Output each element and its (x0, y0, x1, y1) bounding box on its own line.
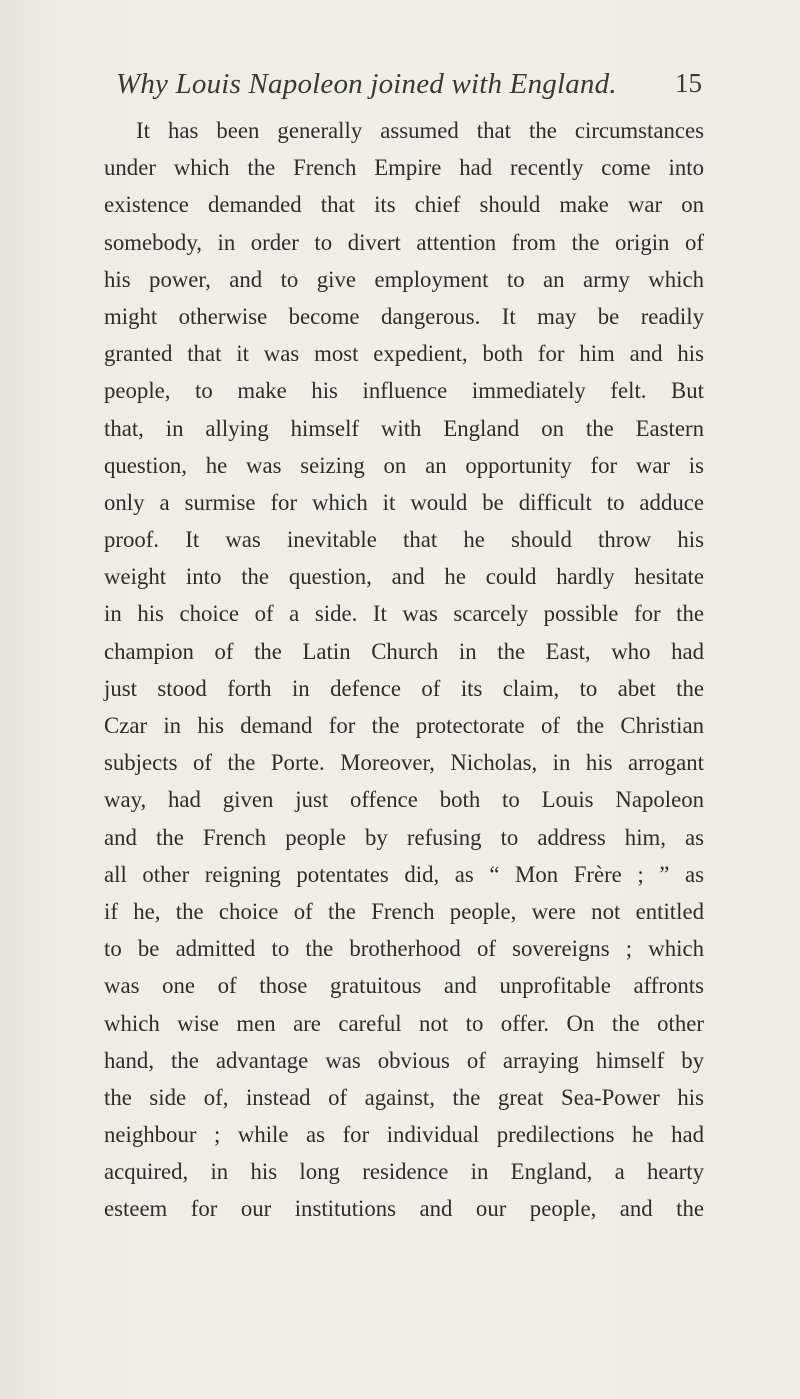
text-line: if he, the choice of the French people, were not entitled (104, 898, 704, 924)
text-line: way, had given just offence both to Louis Napoleon (104, 787, 704, 813)
text-line: granted that it was most expedient, both for him and his (104, 341, 704, 367)
text-line: proof. It was inevitable that he should throw his (104, 527, 704, 553)
text-line: just stood forth in defence of its claim, to abet the (104, 675, 704, 701)
text-line: people, to make his influence immediately felt. But (104, 378, 704, 404)
text-line: Czar in his demand for the protectorate of the Christian (104, 713, 704, 738)
text-line: acquired, in his long residence in England, a hearty (104, 1159, 704, 1185)
text-line: It has been generally assumed that the circumstances (136, 118, 704, 143)
text-line: which wise men are careful not to offer. On the other (104, 1010, 704, 1036)
text-line: neighbour ; while as for individual predilections he had (104, 1122, 704, 1148)
text-line: question, he was seizing on an opportunity for war is (104, 452, 704, 478)
text-line: might otherwise become dangerous. It may be readily (104, 303, 704, 329)
running-head (104, 68, 702, 108)
text-line: only a surmise for which it would be difficult to adduce (104, 489, 704, 515)
text-line: champion of the Latin Church in the East, who had (104, 638, 704, 664)
text-line: to be admitted to the brotherhood of sovereigns ; which (104, 936, 704, 962)
text-line: that, in allying himself with England on the Eastern (104, 415, 704, 441)
text-line: esteem for our institutions and our people, and the (104, 1196, 704, 1222)
text-line: his power, and to give employment to an army which (104, 266, 704, 292)
text-line: and the French people by refusing to address him, as (104, 824, 704, 850)
text-line: existence demanded that its chief should make war on (104, 192, 704, 218)
text-line: weight into the question, and he could hardly hesitate (104, 564, 704, 590)
text-line: was one of those gratuitous and unprofitable affronts (104, 973, 704, 999)
text-line: under which the French Empire had recently come into (104, 155, 704, 181)
text-line: somebody, in order to divert attention from the origin of (104, 229, 704, 255)
running-title: Why Louis Napoleon joined with England. (116, 68, 617, 100)
text-line: subjects of the Porte. Moreover, Nicholas, in his arrogant (104, 750, 704, 776)
text-line: hand, the advantage was obvious of arraying himself by (104, 1047, 704, 1073)
text-line: all other reigning potentates did, as “ Mon Frère ; ” as (104, 861, 704, 887)
text-line: the side of, instead of against, the great Sea-Power his (104, 1084, 704, 1110)
body-paragraph (104, 112, 704, 1228)
page-number: 15 (675, 68, 702, 98)
text-line: in his choice of a side. It was scarcely possible for the (104, 601, 704, 627)
